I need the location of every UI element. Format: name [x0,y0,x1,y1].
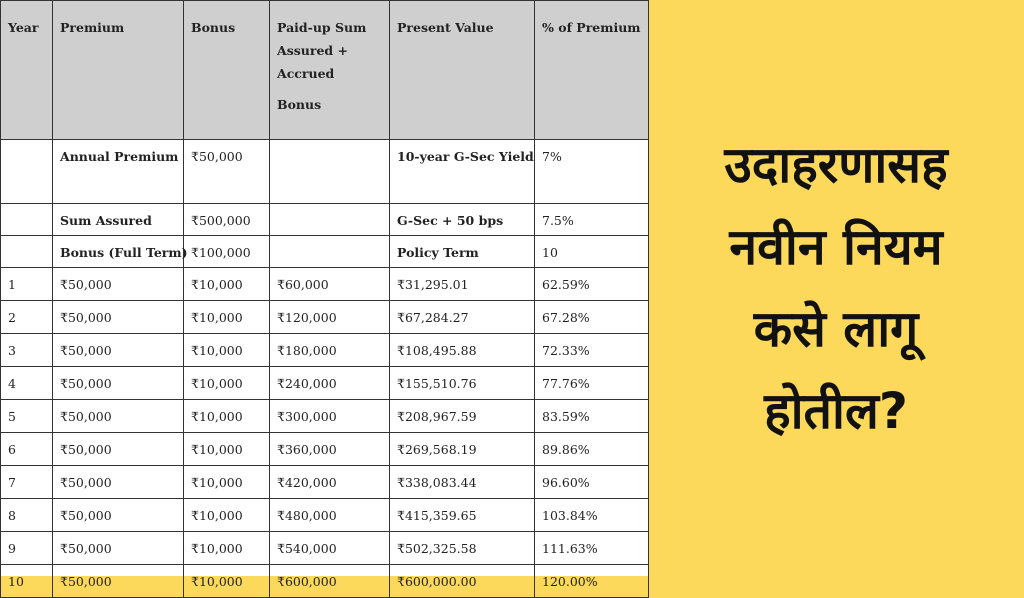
bonus-label: Bonus (Full Term) [53,236,184,268]
table-row [1,400,649,433]
cell-percent: 83.59% [535,400,649,433]
header-present-value: Present Value [390,1,535,140]
marathi-title [666,124,1006,452]
cell-percent: 103.84% [535,499,649,532]
cell-percent: 72.33% [535,334,649,367]
title-line-2: नवीन नियम [729,218,943,276]
table-row [1,301,649,334]
cell-premium: ₹50,000 [53,565,184,598]
header-row [1,1,649,140]
gsec-plus-value: 7.5% [535,204,649,236]
cell-premium: ₹50,000 [53,400,184,433]
cell-bonus: ₹10,000 [184,268,270,301]
policy-term-value: 10 [535,236,649,268]
table-row [1,532,649,565]
cell-paidup: ₹180,000 [270,334,390,367]
cell-bonus: ₹10,000 [184,334,270,367]
cell-premium: ₹50,000 [53,334,184,367]
table-row [1,433,649,466]
table-row [1,466,649,499]
empty-cell [1,140,53,204]
cell-premium: ₹50,000 [53,466,184,499]
cell-premium: ₹50,000 [53,499,184,532]
cell-year: 2 [1,301,53,334]
header-bonus: Bonus [184,1,270,140]
cell-year: 9 [1,532,53,565]
header-paidup-line1: Paid-up Sum [277,20,367,35]
summary-row [1,140,649,204]
header-percent: % of Premium [535,1,649,140]
table-row [1,565,649,598]
cell-year: 10 [1,565,53,598]
cell-premium: ₹50,000 [53,532,184,565]
cell-paidup: ₹240,000 [270,367,390,400]
summary-block [1,140,649,268]
annual-premium-value: ₹50,000 [184,140,270,204]
cell-percent: 111.63% [535,532,649,565]
cell-present-value: ₹600,000.00 [390,565,535,598]
table-row [1,334,649,367]
cell-premium: ₹50,000 [53,268,184,301]
cell-paidup: ₹120,000 [270,301,390,334]
cell-percent: 62.59% [535,268,649,301]
cell-present-value: ₹31,295.01 [390,268,535,301]
cell-present-value: ₹208,967.59 [390,400,535,433]
cell-present-value: ₹155,510.76 [390,367,535,400]
cell-premium: ₹50,000 [53,367,184,400]
cell-bonus: ₹10,000 [184,532,270,565]
cell-percent: 77.76% [535,367,649,400]
cell-year: 3 [1,334,53,367]
empty-cell [270,140,390,204]
cell-present-value: ₹502,325.58 [390,532,535,565]
cell-paidup: ₹420,000 [270,466,390,499]
cell-premium: ₹50,000 [53,433,184,466]
empty-cell [1,204,53,236]
cell-present-value: ₹108,495.88 [390,334,535,367]
header-premium: Premium [53,1,184,140]
cell-percent: 120.00% [535,565,649,598]
summary-row [1,204,649,236]
cell-paidup: ₹480,000 [270,499,390,532]
cell-present-value: ₹269,568.19 [390,433,535,466]
cell-present-value: ₹338,083.44 [390,466,535,499]
header-paidup-line2: Assured + [277,43,348,58]
cell-percent: 89.86% [535,433,649,466]
table-body [1,268,649,598]
table-row [1,268,649,301]
title-line-1: उदाहरणासह [724,136,948,194]
cell-present-value: ₹415,359.65 [390,499,535,532]
bonus-value: ₹100,000 [184,236,270,268]
cell-bonus: ₹10,000 [184,301,270,334]
cell-year: 5 [1,400,53,433]
cell-paidup: ₹60,000 [270,268,390,301]
cell-year: 6 [1,433,53,466]
gsec-yield-label: 10-year G-Sec Yield [390,140,535,204]
cell-year: 4 [1,367,53,400]
empty-cell [1,236,53,268]
cell-year: 8 [1,499,53,532]
empty-cell [270,204,390,236]
cell-present-value: ₹67,284.27 [390,301,535,334]
cell-paidup: ₹360,000 [270,433,390,466]
cell-bonus: ₹10,000 [184,466,270,499]
header-paidup [270,1,390,140]
gsec-yield-value: 7% [535,140,649,204]
cell-percent: 67.28% [535,301,649,334]
cell-bonus: ₹10,000 [184,499,270,532]
cell-bonus: ₹10,000 [184,565,270,598]
header-paidup-line3: Accrued Bonus [277,66,335,112]
sum-assured-label: Sum Assured [53,204,184,236]
annual-premium-label: Annual Premium [53,140,184,204]
sum-assured-value: ₹500,000 [184,204,270,236]
cell-bonus: ₹10,000 [184,433,270,466]
title-line-4: होतील? [764,382,908,440]
header-year: Year [1,1,53,140]
cell-bonus: ₹10,000 [184,400,270,433]
cell-bonus: ₹10,000 [184,367,270,400]
cell-premium: ₹50,000 [53,301,184,334]
cell-percent: 96.60% [535,466,649,499]
table-row [1,499,649,532]
cell-paidup: ₹540,000 [270,532,390,565]
empty-cell [270,236,390,268]
table-header [1,1,649,140]
cell-paidup: ₹600,000 [270,565,390,598]
title-panel [648,0,1024,576]
gsec-plus-label: G-Sec + 50 bps [390,204,535,236]
cell-year: 7 [1,466,53,499]
cell-paidup: ₹300,000 [270,400,390,433]
policy-term-label: Policy Term [390,236,535,268]
cell-year: 1 [1,268,53,301]
table-row [1,367,649,400]
title-line-3: कसे लागू [753,300,919,358]
summary-row [1,236,649,268]
